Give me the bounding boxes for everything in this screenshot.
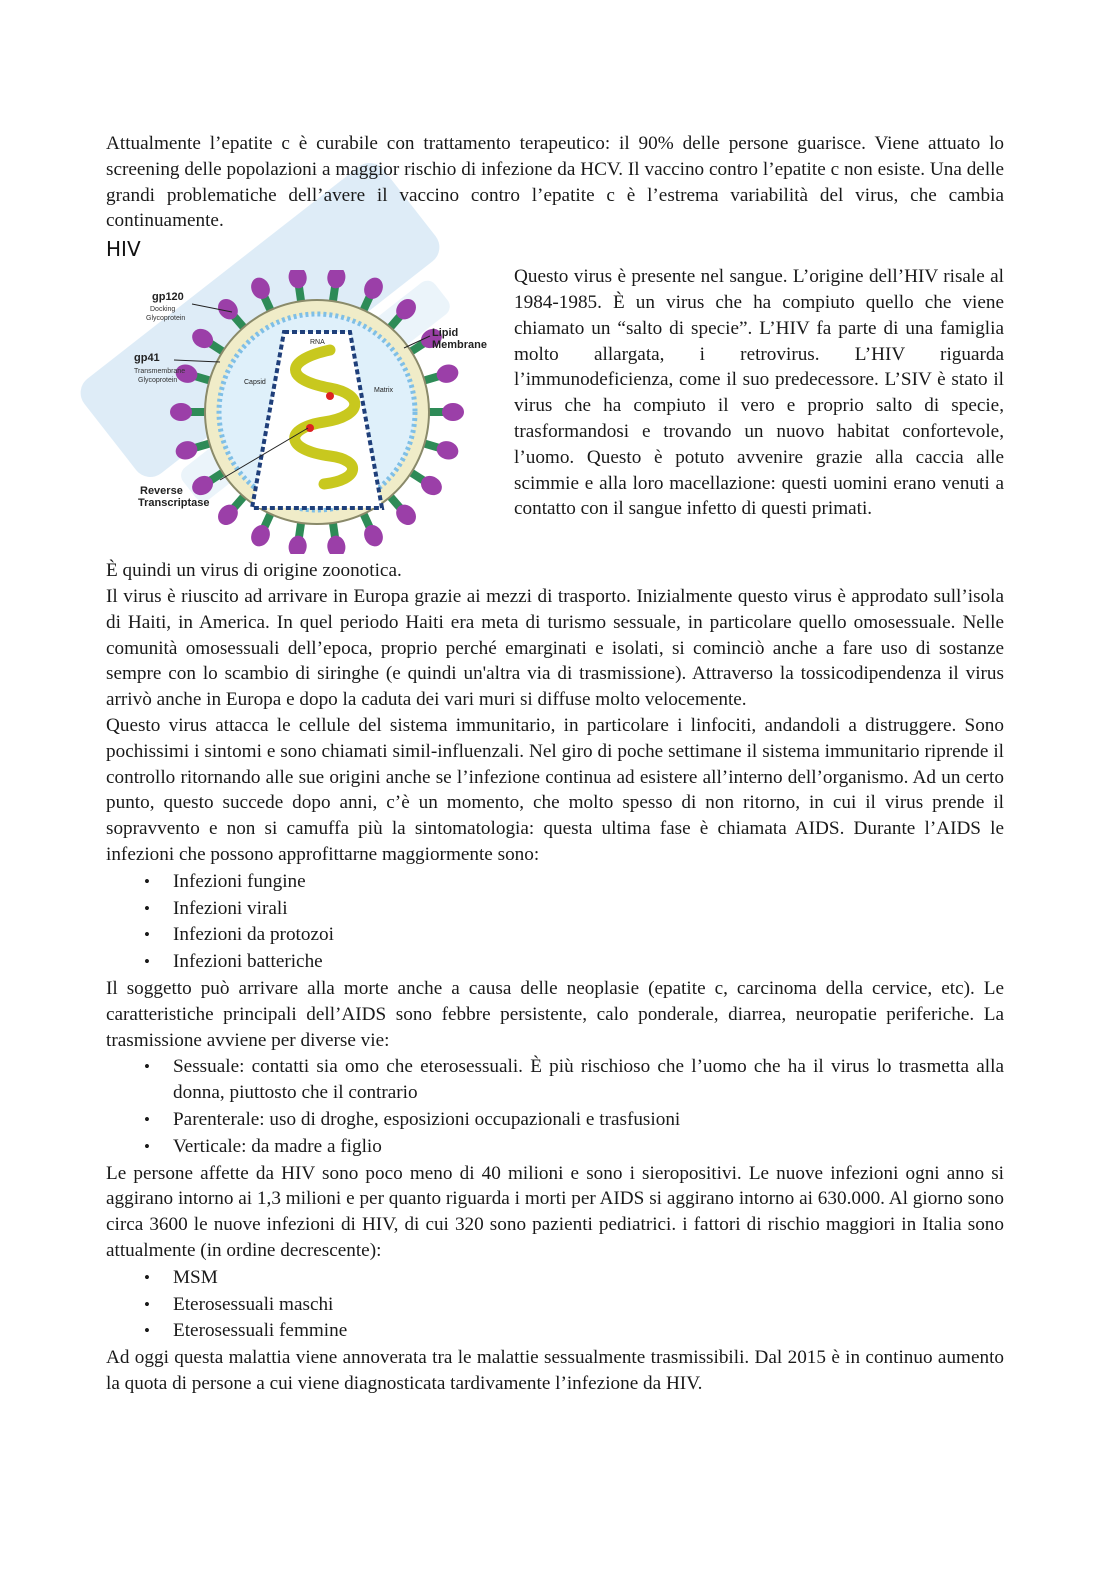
- list-item: • Infezioni da protozoi: [144, 922, 1004, 948]
- label-rna: RNA: [310, 339, 325, 347]
- spread-paragraph: Il virus è riuscito ad arrivare in Europa grazie ai mezzi di trasporto. Inizialmente questo virus è approdato sull’isola di Haiti, in America. In quel periodo Haiti era meta di turismo sessuale, in particolare quello omosessuale. Nelle comunità omosessuali dell’epoca, proprio perché emarginati e isolati, si cominciò anche a fare uso di sostanze sempre con lo scambio di siringhe (e quindi un'altra via di trasmissione). Attraverso la tossicodipendenza il virus arrivò anche in Europa e dopo la caduta dei vari muri si diffuse molto velocemente.: [106, 585, 1004, 711]
- spike-icon: [324, 520, 347, 554]
- spike-icon: [287, 520, 310, 554]
- risk-list: [106, 1265, 1004, 1344]
- list-item: • Infezioni fungine: [144, 869, 1004, 895]
- zoonotic-paragraph: È quindi un virus di origine zoonotica.: [106, 560, 402, 582]
- section-heading: HIV: [106, 237, 141, 262]
- label-gp120: gp120: [152, 291, 184, 304]
- label-gp41-sub2: Glycoprotein: [138, 377, 178, 385]
- label-gp120-sub1: Docking: [150, 306, 176, 314]
- list-item: • Eterosessuali maschi: [144, 1292, 1004, 1318]
- label-transcriptase: Transcriptase: [138, 497, 210, 510]
- hiv-figure-block: [106, 262, 1004, 558]
- reverse-transcriptase-dot: [326, 392, 334, 400]
- label-gp41: gp41: [134, 352, 160, 365]
- transmission-list: [106, 1054, 1004, 1159]
- list-item: • Eterosessuali femmine: [144, 1318, 1004, 1344]
- spike-icon: [324, 270, 347, 304]
- list-item: • Verticale: da madre a figlio: [144, 1134, 1004, 1160]
- list-item: • MSM: [144, 1265, 1004, 1291]
- death-paragraph: Il soggetto può arrivare alla morte anche a causa delle neoplasie (epatite c, carcinoma della cervice, etc). Le caratteristiche principali dell’AIDS sono febbre persistente, calo ponderale, diarrea, neuropatie periferiche. La trasmissione avviene per diverse vie:: [106, 977, 1004, 1051]
- label-reverse: Reverse: [140, 485, 183, 498]
- label-capsid: Capsid: [244, 379, 266, 387]
- intro-paragraph: Attualmente l’epatite c è curabile con trattamento terapeutico: il 90% delle persone guarisce. Viene attuato lo screening delle popolazioni a maggior rischio di infezione da HCV. Il vaccino contro l’epatite c non esiste. Una delle grandi problematiche dell’avere il vaccino contro l’epatite c è l’estrema variabilità del virus, che cambia continuamente.: [106, 133, 1004, 232]
- label-gp41-sub1: Transmembrane: [134, 368, 186, 376]
- spike-icon: [170, 403, 207, 421]
- spike-icon: [427, 403, 464, 421]
- label-matrix: Matrix: [374, 387, 394, 395]
- immune-paragraph: Questo virus attacca le cellule del sistema immunitario, in particolare i linfociti, andandoli a distruggere. Sono pochissimi i sintomi e sono chiamati simil-influenzali. Nel giro di poche settimane il sistema immunitario riprende il controllo ritornando alle sue origini anche se l’infezione continua ad esistere all’interno dell’organismo. Ad un certo punto, questo succede dopo anni, c’è un momento, che molto spesso di non ritorno, in cui il virus prende il sopravvento e non si camuffa più la sintomatologia: questa ultima fase è chiamata AIDS. Durante l’AIDS le infezioni che possono approfittarne maggiormente sono:: [106, 714, 1004, 865]
- list-item: • Infezioni virali: [144, 896, 1004, 922]
- spike-icon: [287, 270, 310, 304]
- hiv-virus-diagram: [134, 270, 506, 554]
- list-item: • Sessuale: contatti sia omo che eterosessuali. È più rischioso che l’uomo che ha il virus lo trasmetta alla donna, piuttosto che il contrario: [144, 1054, 1004, 1106]
- list-item: • Parenterale: uso di droghe, esposizioni occupazionali e trasfusioni: [144, 1107, 1004, 1133]
- label-membrane: Membrane: [432, 339, 488, 352]
- infections-list: [106, 869, 1004, 975]
- document-page: [106, 131, 1004, 1397]
- stats-paragraph: Le persone affette da HIV sono poco meno di 40 milioni e sono i sieropositivi. Le nuove infezioni ogni anno si aggirano intorno ai 1,3 milioni e per quanto riguarda i morti per AIDS si aggirano intorno ai 630.000. Al giorno sono circa 3600 le nuove infezioni di HIV, di cui 320 sono pazienti pediatrici. i fattori di rischio maggiori in Italia sono attualmente (in ordine decrescente):: [106, 1162, 1004, 1261]
- label-lipid: Lipid: [432, 327, 459, 340]
- list-item: • Infezioni batteriche: [144, 949, 1004, 975]
- closing-paragraph: Ad oggi questa malattia viene annoverata tra le malattie sessualmente trasmissibili. Dal 2015 è in continuo aumento la quota di persone a cui viene diagnosticata tardivamente l’infezione da HIV.: [106, 1347, 1004, 1394]
- side-paragraph: Questo virus è presente nel sangue. L’origine dell’HIV risale al 1984-1985. È un virus che ha compiuto quello che viene chiamato un “salto di specie”. L’HIV fa parte di una famiglia molto allargata, i retrovirus. L’HIV riguarda l’immunodeficienza, come il suo predecessore. L’SIV è stato il virus che ha compiuto il vero e proprio salto di specie, trasformandosi e trovando un nuovo habitat confortevole, l’uomo. Questo è potuto avvenire grazie alla caccia alle scimmie e alla loro macellazione: questi uomini erano venuti a contatto con il sangue infetto di questi primati.: [514, 266, 1004, 520]
- label-gp120-sub2: Glycoprotein: [146, 315, 186, 323]
